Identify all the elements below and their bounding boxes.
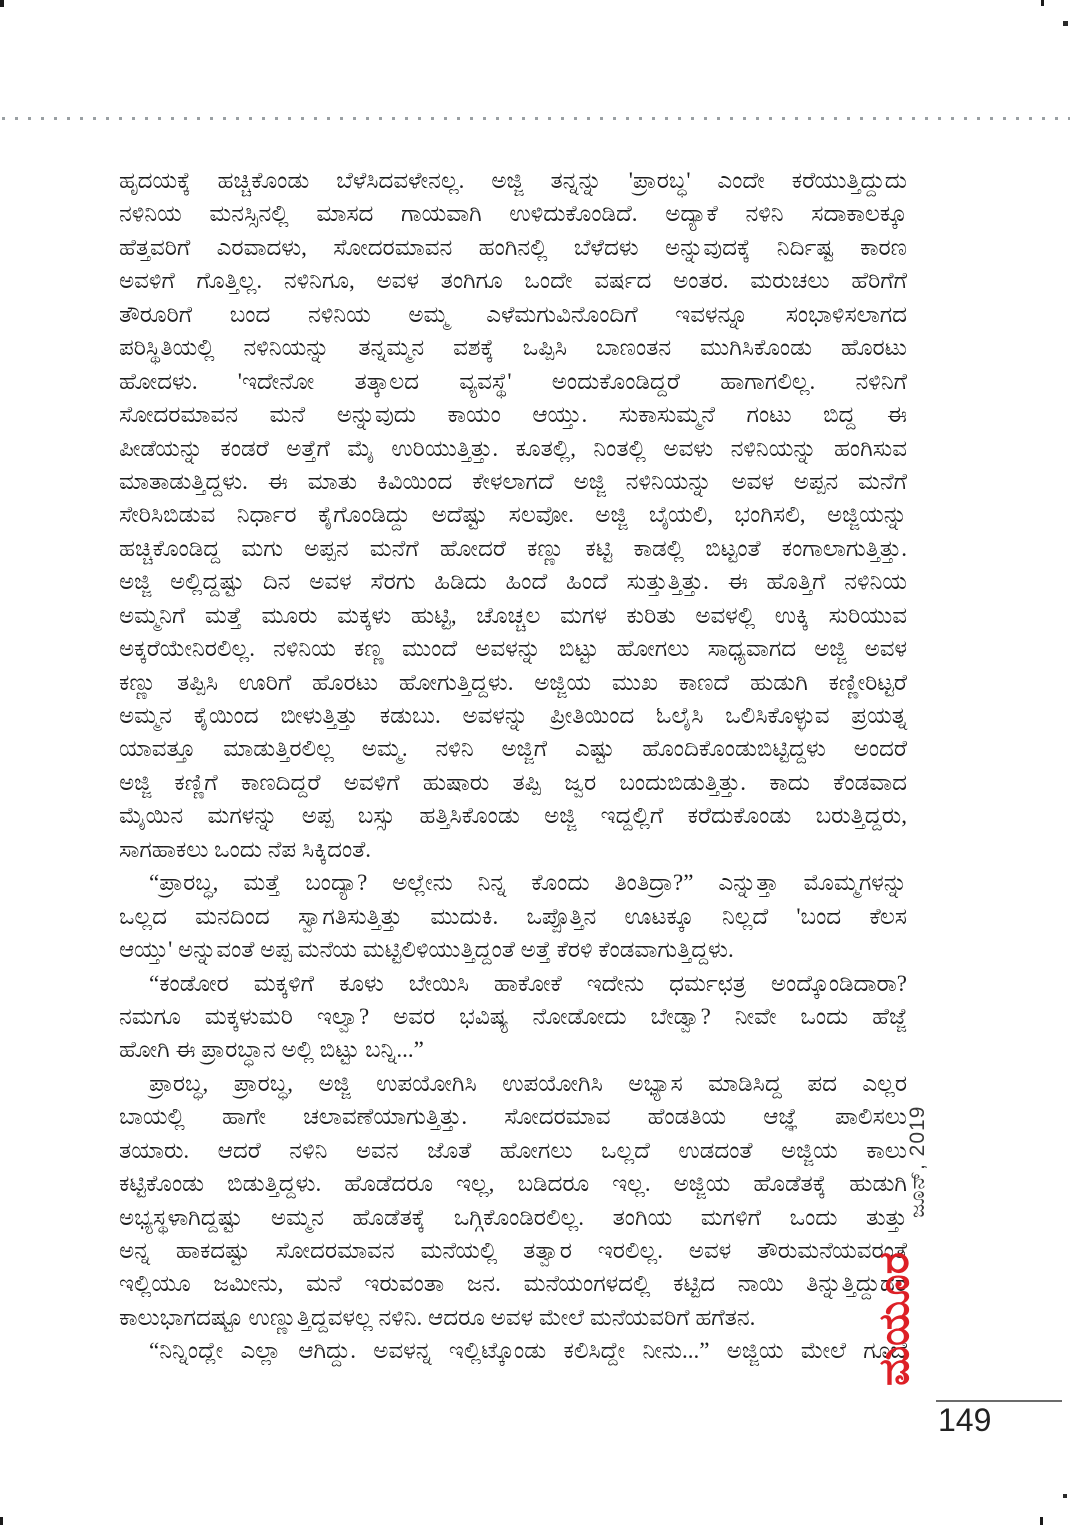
crop-mark-top-left (0, 0, 4, 7)
text-line: ನಮಗೂ ಮಕ್ಕಳುಮರಿ ಇಲ್ವಾ? ಅವರ ಭವಿಷ್ಯ ನೋಡೋದು ಬೇಡ್ವಾ? ನೀವೇ ಒಂದು ಹೆಜ್ಜೆ (119, 1003, 907, 1029)
text-line: “ಕಂಡೋರ ಮಕ್ಕಳಿಗೆ ಕೂಳು ಬೇಯಿಸಿ ಹಾಕೋಕೆ ಇದೇನು ಧರ್ಮಛತ್ರ ಅಂದ್ಕೊಂಡಿದಾರಾ? (149, 970, 907, 996)
text-line: “ಪ್ರಾರಬ್ಧ, ಮತ್ತೆ ಬಂದ್ಯಾ? ಅಲ್ಲೇನು ನಿನ್ನ ಕೊಂದು ತಿಂತಿದ್ರಾ?” ಎನ್ನುತ್ತಾ ಮೊಮ್ಮಗಳನ್ನು (149, 870, 907, 896)
text-line: ಆಯ್ತು' ಅನ್ನುವಂತೆ ಅಪ್ಪ ಮನೆಯ ಮಟ್ಟಿಲಿಳಿಯುತ್ತಿದ್ದಂತೆ ಅತ್ತೆ ಕೆರಳಿ ಕೆಂಡವಾಗುತ್ತಿದ್ದಳು. (119, 937, 734, 963)
crop-mark-bottom-left (0, 1517, 3, 1525)
text-line: ಅವಳಿಗೆ ಗೊತ್ತಿಲ್ಲ. ನಳಿನಿಗೂ, ಅವಳ ತಂಗಿಗೂ ಒಂದೇ ವರ್ಷದ ಅಂತರ. ಮರುಚಲು ಹೆರಿಗೆಗೆ (119, 268, 907, 294)
text-line: ಮೈಯಿನ ಮಗಳನ್ನು ಅಪ್ಪ ಬಸ್ಸು ಹತ್ತಿಸಿಕೊಂಡು ಅಜ್ಜಿ ಇದ್ದಲ್ಲಿಗೆ ಕರೆದುಕೊಂಡು ಬರುತ್ತಿದ್ದರು, (119, 803, 907, 829)
text-line: ಕಾಲುಭಾಗದಷ್ಟೂ ಉಣ್ಣುತ್ತಿದ್ದವಳಲ್ಲ ನಳಿನಿ. ಆದರೂ ಅವಳ ಮೇಲೆ ಮನೆಯವರಿಗೆ ಹಗೆತನ. (119, 1304, 756, 1330)
text-line: ಹೋದಳು. 'ಇದೇನೋ ತತ್ಕಾಲದ ವ್ಯವಸ್ಥೆ' ಅಂದುಕೊಂಡಿದ್ದರೆ ಹಾಗಾಗಲಿಲ್ಲ. ನಳಿನಿಗೆ (119, 368, 907, 394)
text-line: ಕಟ್ಟಿಕೊಂಡು ಬಿಡುತ್ತಿದ್ದಳು. ಹೊಡೆದರೂ ಇಲ್ಲ, ಬಡಿದರೂ ಇಲ್ಲ. ಅಜ್ಜಿಯ ಹೊಡೆತಕ್ಕೆ ಹುಡುಗಿ (119, 1171, 907, 1197)
text-line: ಸಾಗಹಾಕಲು ಒಂದು ನೆಪ ಸಿಕ್ಕಿದಂತೆ. (119, 836, 371, 862)
text-line: ಅಮ್ಮನಿಗೆ ಮತ್ತೆ ಮೂರು ಮಕ್ಕಳು ಹುಟ್ಟಿ, ಚೊಚ್ಚಲ ಮಗಳ ಕುರಿತು ಅವಳಲ್ಲಿ ಉಕ್ಕಿ ಸುರಿಯುವ (119, 602, 907, 628)
text-line: ಹೆತ್ತವರಿಗೆ ಎರವಾದಳು, ಸೋದರಮಾವನ ಹಂಗಿನಲ್ಲಿ ಬೆಳೆದಳು ಅನ್ನುವುದಕ್ಕೆ ನಿರ್ದಿಷ್ಟ ಕಾರಣ (119, 234, 907, 260)
text-line: ಅಜ್ಜಿ ಕಣ್ಣಿಗೆ ಕಾಣದಿದ್ದರೆ ಅವಳಿಗೆ ಹುಷಾರು ತಪ್ಪಿ ಜ್ವರ ಬಂದುಬಿಡುತ್ತಿತ್ತು. ಕಾದು ಕೆಂಡವಾದ (119, 769, 907, 795)
text-line: ಹೃದಯಕ್ಕೆ ಹಚ್ಚಿಕೊಂಡು ಬೆಳೆಸಿದವಳೇನಲ್ಲ. ಅಜ್ಜಿ ತನ್ನನ್ನು 'ಪ್ರಾರಬ್ಧ' ಎಂದೇ ಕರೆಯುತ್ತಿದ್ದುದು (119, 168, 907, 193)
text-line: ನಳಿನಿಯ ಮನಸ್ಸಿನಲ್ಲಿ ಮಾಸದ ಗಾಯವಾಗಿ ಉಳಿದುಕೊಂಡಿದೆ. ಅದ್ಯಾಕೆ ನಳಿನಿ ಸದಾಕಾಲಕ್ಕೂ (119, 201, 907, 227)
text-line: ಪ್ರಾರಬ್ಧ, ಪ್ರಾರಬ್ಧ, ಅಜ್ಜಿ ಉಪಯೋಗಿಸಿ ಉಪಯೋಗಿಸಿ ಅಭ್ಯಾಸ ಮಾಡಿಸಿದ್ದ ಪದ ಎಲ್ಲರ (149, 1070, 907, 1096)
edge-dot-top-right (1063, 21, 1068, 26)
text-line: ಪರಿಸ್ಥಿತಿಯಲ್ಲಿ ನಳಿನಿಯನ್ನು ತನ್ನಮ್ಮನ ವಶಕ್ಕೆ ಒಪ್ಪಿಸಿ ಬಾಣಂತನ ಮುಗಿಸಿಕೊಂಡು ಹೊರಟು (119, 335, 907, 361)
crop-mark-top-right (1041, 0, 1044, 6)
text-line: ತೌರೂರಿಗೆ ಬಂದ ನಳಿನಿಯ ಅಮ್ಮ ಎಳೆಮಗುವಿನೊಂದಿಗೆ ಇವಳನ್ನೂ ಸಂಭಾಳಿಸಲಾಗದ (119, 301, 907, 327)
text-line: ಮಾತಾಡುತ್ತಿದ್ದಳು. ಈ ಮಾತು ಕಿವಿಯಿಂದ ಕೇಳಲಾಗದೆ ಅಜ್ಜಿ ನಳಿನಿಯನ್ನು ಅವಳ ಅಪ್ಪನ ಮನೆಗೆ (119, 468, 907, 494)
issue-date-vertical: ಜೂನ್, 2019 (906, 1105, 929, 1218)
edge-dot-bottom-right (1063, 1494, 1067, 1498)
text-line: ಅಜ್ಜಿ ಅಲ್ಲಿದ್ದಷ್ಟು ದಿನ ಅವಳ ಸೆರಗು ಹಿಡಿದು ಹಿಂದೆ ಹಿಂದೆ ಸುತ್ತುತ್ತಿತ್ತು. ಈ ಹೊತ್ತಿಗೆ ನಳಿನಿಯ (119, 569, 907, 595)
article-text (119, 164, 907, 1368)
text-line: ಯಾವತ್ತೂ ಮಾಡುತ್ತಿರಲಿಲ್ಲ ಅಮ್ಮ. ನಳಿನಿ ಅಜ್ಜಿಗೆ ಎಷ್ಟು ಹೊಂದಿಕೊಂಡುಬಿಟ್ಟಿದ್ದಳು ಅಂದರೆ (119, 736, 907, 762)
text-line: ತಯಾರು. ಆದರೆ ನಳಿನಿ ಅವನ ಜೊತೆ ಹೋಗಲು ಒಲ್ಲದೆ ಉಡದಂತೆ ಅಜ್ಜಿಯ ಕಾಲು (119, 1137, 907, 1163)
text-line: “ನಿನ್ನಿಂದ್ಲೇ ಎಲ್ಲಾ ಆಗಿದ್ದು. ಅವಳನ್ನ ಇಲ್ಲಿಟ್ಕೊಂಡು ಕಲಿಸಿದ್ದೇ ನೀನು...” ಅಜ್ಜಿಯ ಮೇಲೆ ಗೂಬೆ (149, 1338, 907, 1364)
page-number: 149 (938, 1402, 992, 1438)
text-line: ಇಲ್ಲಿಯೂ ಜಮೀನು, ಮನೆ ಇರುವಂತಾ ಜನ. ಮನೆಯಂಗಳದಲ್ಲಿ ಕಟ್ಟಿದ ನಾಯಿ ತಿನ್ನುತ್ತಿದ್ದುದರ (119, 1271, 907, 1297)
text-line: ಒಲ್ಲದ ಮನದಿಂದ ಸ್ವಾಗತಿಸುತ್ತಿತ್ತು ಮುದುಕಿ. ಒಪ್ಪೊತ್ತಿನ ಊಟಕ್ಕೂ ನಿಲ್ಲದೆ 'ಬಂದ ಕೆಲಸ (119, 903, 907, 929)
text-line: ಕಣ್ಣು ತಪ್ಪಿಸಿ ಊರಿಗೆ ಹೊರಟು ಹೋಗುತ್ತಿದ್ದಳು. ಅಜ್ಜಿಯ ಮುಖ ಕಾಣದೆ ಹುಡುಗಿ ಕಣ್ಣೀರಿಟ್ಟರೆ (119, 669, 907, 695)
text-line: ಸೇರಿಸಿಬಿಡುವ ನಿರ್ಧಾರ ಕೈಗೊಂಡಿದ್ದು ಅದೆಷ್ಟು ಸಲವೋ. ಅಜ್ಜಿ ಬೈಯಲಿ, ಭಂಗಿಸಲಿ, ಅಜ್ಜಿಯನ್ನು (119, 502, 907, 528)
text-line: ಅನ್ನ ಹಾಕದಷ್ಟು ಸೋದರಮಾವನ ಮನೆಯಲ್ಲಿ ತತ್ವಾರ ಇರಲಿಲ್ಲ. ಅವಳ ತೌರುಮನೆಯವರಂತೆ (119, 1238, 907, 1263)
text-line: ಅಮ್ಮನ ಕೈಯಿಂದ ಬೀಳುತ್ತಿತ್ತು ಕಡುಬು. ಅವಳನ್ನು ಪ್ರೀತಿಯಿಂದ ಓಲೈಸಿ ಒಲಿಸಿಕೊಳ್ಳುವ ಪ್ರಯತ್ನ (119, 703, 907, 728)
crop-mark-bottom-right (1040, 1517, 1043, 1525)
text-line: ಅಭ್ಯಸ್ಥಳಾಗಿದ್ದಷ್ಟು ಅಮ್ಮನ ಹೊಡೆತಕ್ಕೆ ಒಗ್ಗಿಕೊಂಡಿರಲಿಲ್ಲ. ತಂಗಿಯ ಮಗಳಿಗೆ ಒಂದು ತುತ್ತು (119, 1204, 907, 1230)
dotted-separator-rule (2, 117, 1070, 120)
text-line: ಸೋದರಮಾವನ ಮನೆ ಅನ್ನುವುದು ಕಾಯಂ ಆಯ್ತು. ಸುಕಾಸುಮ್ಮನೆ ಗಂಟು ಬಿದ್ದ ಈ (119, 402, 907, 428)
text-line: ಹಚ್ಚಿಕೊಂಡಿದ್ದ ಮಗು ಅಪ್ಪನ ಮನೆಗೆ ಹೋದರೆ ಕಣ್ಣು ಕಟ್ಟಿ ಕಾಡಲ್ಲಿ ಬಿಟ್ಟಂತೆ ಕಂಗಾಲಾಗುತ್ತಿತ್ತು. (119, 535, 907, 561)
text-line: ಹೋಗಿ ಈ ಪ್ರಾರಬ್ಧಾನ ಅಲ್ಲಿ ಬಿಟ್ಟು ಬನ್ನಿ...” (119, 1037, 424, 1063)
text-line: ಬಾಯಲ್ಲಿ ಹಾಗೇ ಚಲಾವಣೆಯಾಗುತ್ತಿತ್ತು. ಸೋದರಮಾವ ಹೆಂಡತಿಯ ಆಜ್ಞೆ ಪಾಲಿಸಲು (119, 1104, 907, 1130)
magazine-logo-vertical: ಮಯೂರ (869, 1252, 918, 1386)
text-line: ಅಕ್ಕರೆಯೇನಿರಲಿಲ್ಲ. ನಳಿನಿಯ ಕಣ್ಣ ಮುಂದೆ ಅವಳನ್ನು ಬಿಟ್ಟು ಹೋಗಲು ಸಾಧ್ಯವಾಗದ ಅಜ್ಜಿ ಅವಳ (119, 636, 907, 662)
text-line: ಪೀಡೆಯನ್ನು ಕಂಡರೆ ಅತ್ತೆಗೆ ಮೈ ಉರಿಯುತ್ತಿತ್ತು. ಕೂತಲ್ಲಿ, ನಿಂತಲ್ಲಿ ಅವಳು ನಳಿನಿಯನ್ನು ಹಂಗಿಸುವ (119, 435, 907, 461)
